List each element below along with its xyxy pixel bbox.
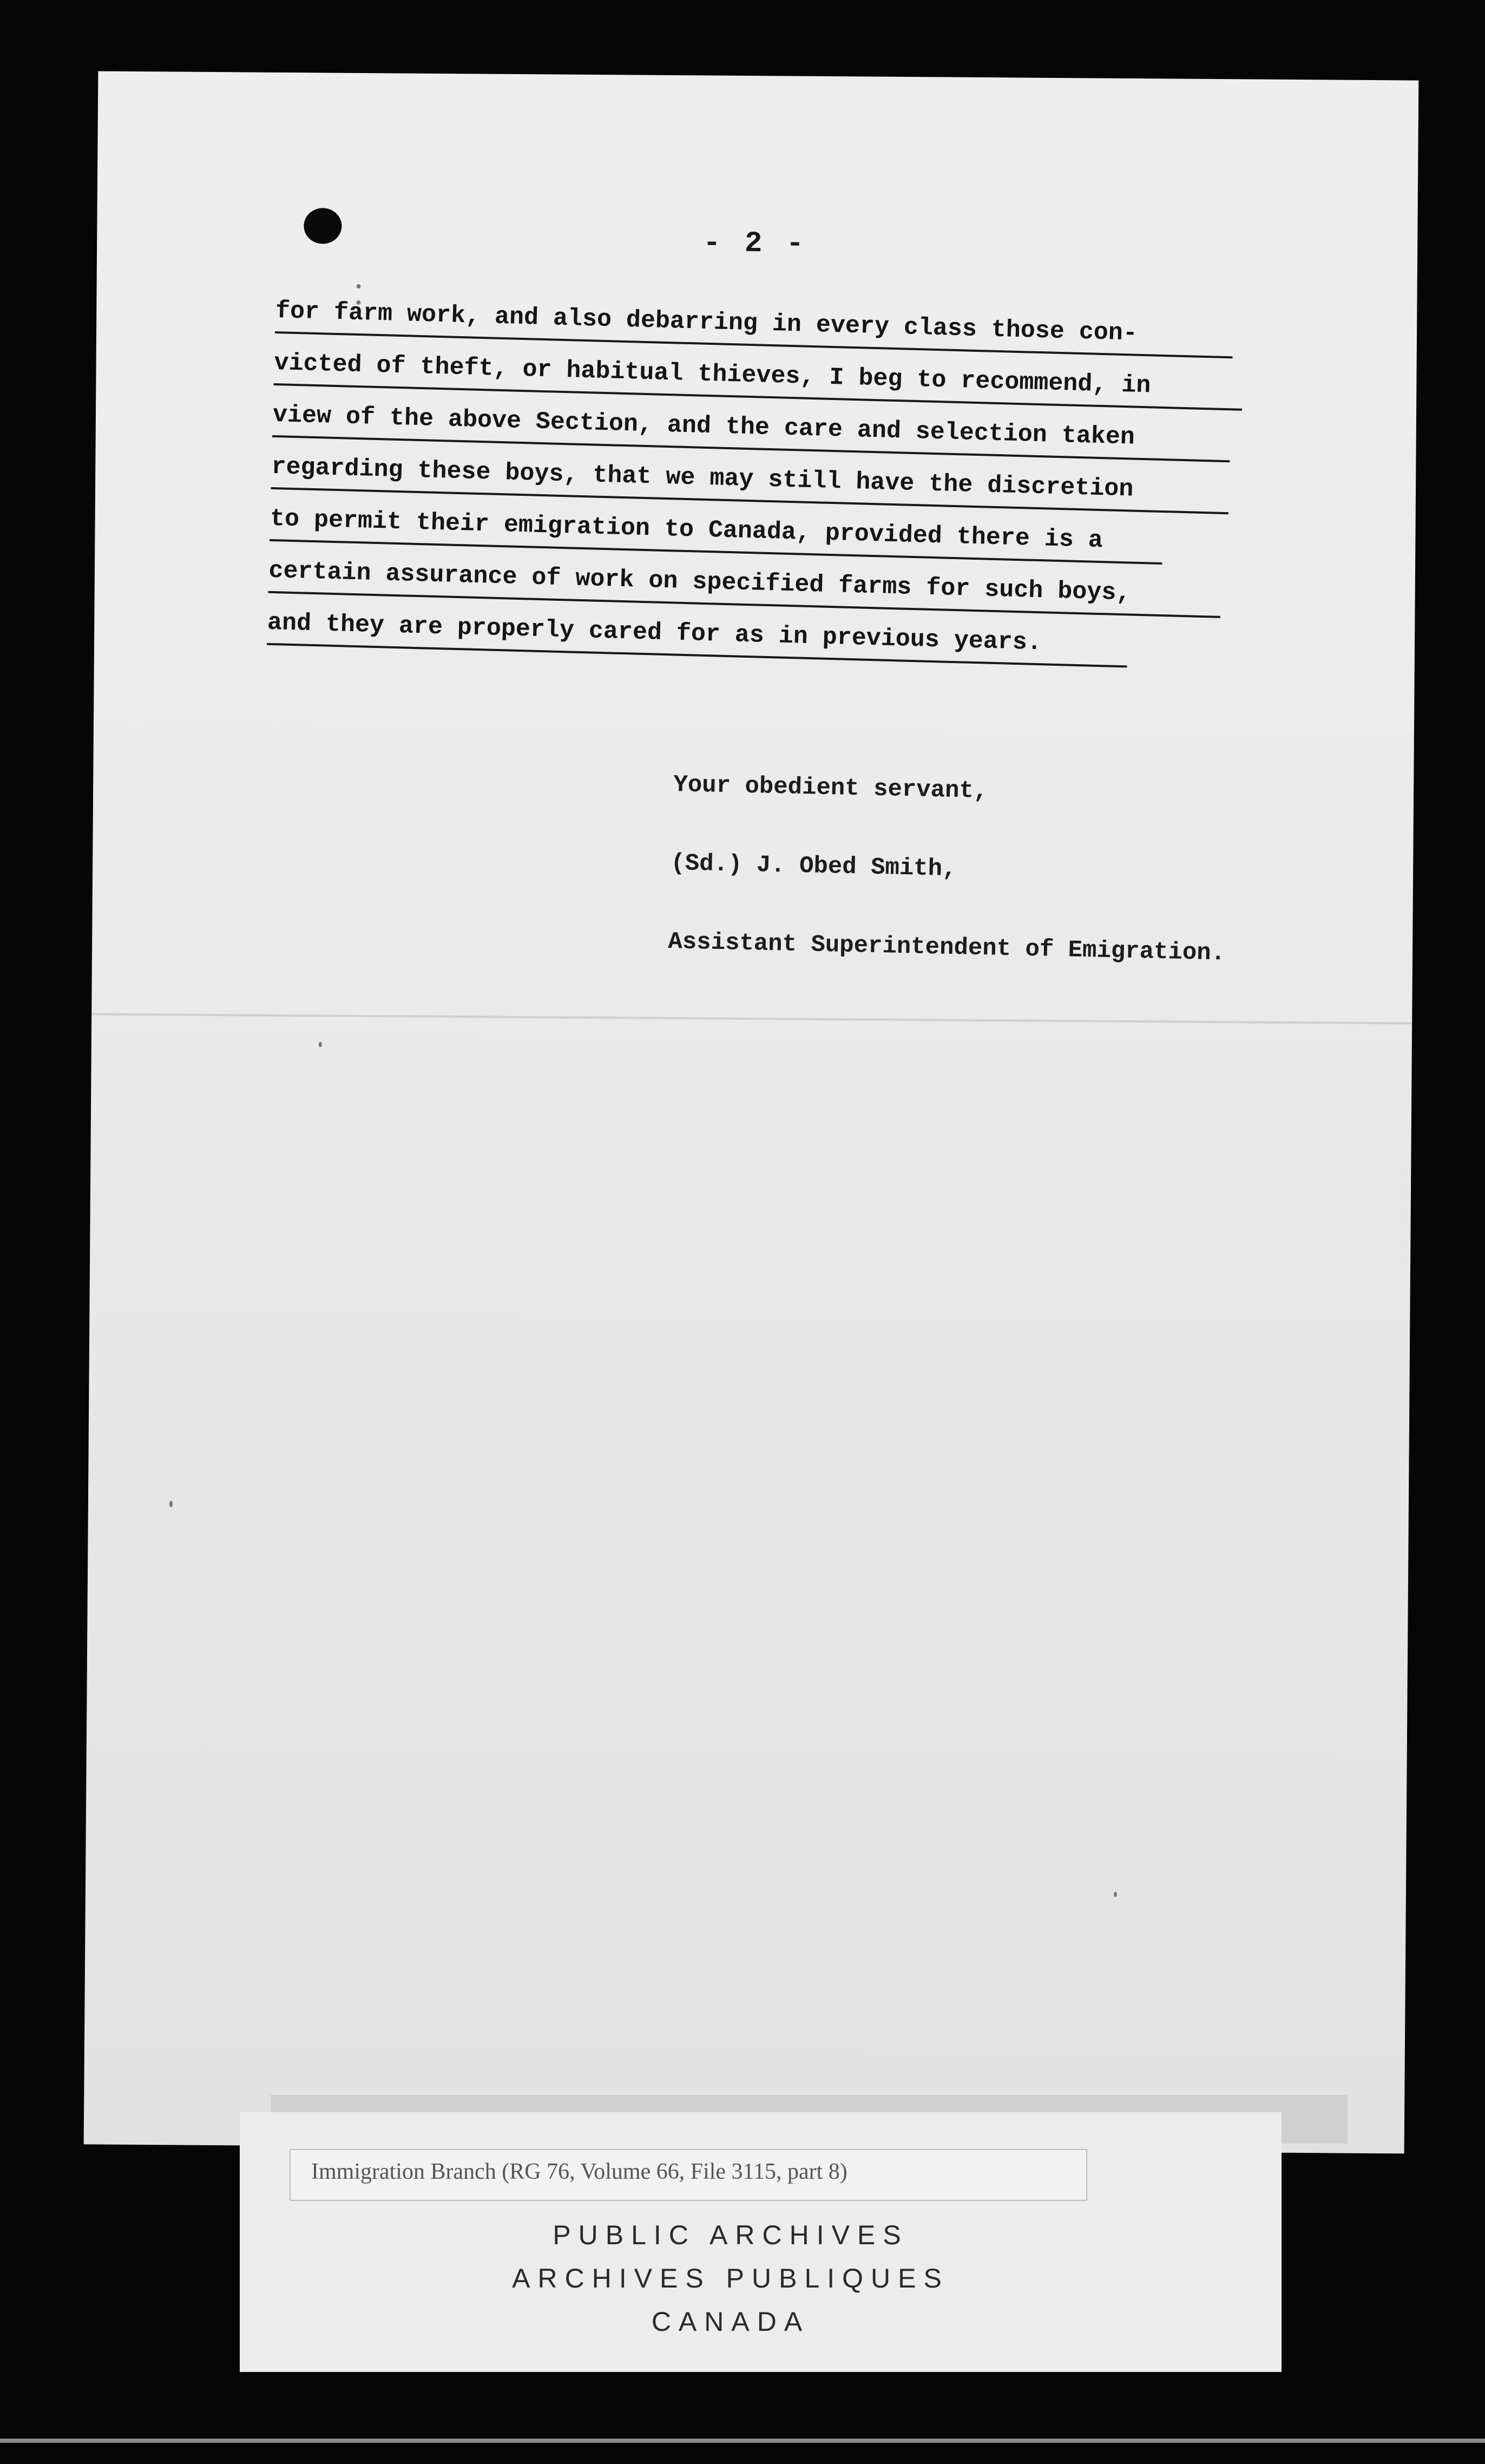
salutation: Your obedient servant, <box>673 771 988 805</box>
body-line-text: view of the above Section, and the care and selection taken <box>272 401 1135 451</box>
body-line-text: to permit their emigration to Canada, provided there is a <box>270 504 1103 555</box>
signature: (Sd.) J. Obed Smith, <box>670 850 957 883</box>
speck <box>319 1041 322 1047</box>
archives-stamp-line-3: CANADA <box>651 2306 810 2337</box>
archives-stamp-line-2: ARCHIVES PUBLIQUES <box>512 2263 949 2293</box>
body-line-text: certain assurance of work on specified farms for such boys, <box>268 556 1131 607</box>
page-number: - 2 - <box>702 227 807 261</box>
speck <box>169 1501 173 1508</box>
speck <box>357 284 361 289</box>
archive-reference: Immigration Branch (RG 76, Volume 66, File 3115, part 8) <box>311 2159 847 2184</box>
letter-body <box>266 292 1250 681</box>
body-line-text: and they are properly cared for as in previous years. <box>267 608 1042 657</box>
body-line-text: for farm work, and also debarring in every class those con- <box>275 297 1138 348</box>
speck <box>1114 1892 1117 1897</box>
body-line-text: regarding these boys, that we may still have the discretion <box>271 453 1134 503</box>
body-line-text: victed of theft, or habitual thieves, I beg to recommend, in <box>273 349 1151 400</box>
archives-stamp-line-1: PUBLIC ARCHIVES <box>553 2220 909 2250</box>
signer-title: Assistant Superintendent of Emigration. <box>667 928 1226 967</box>
film-edge <box>0 2439 1485 2443</box>
fold-line <box>91 1013 1412 1024</box>
punch-hole <box>304 208 341 244</box>
